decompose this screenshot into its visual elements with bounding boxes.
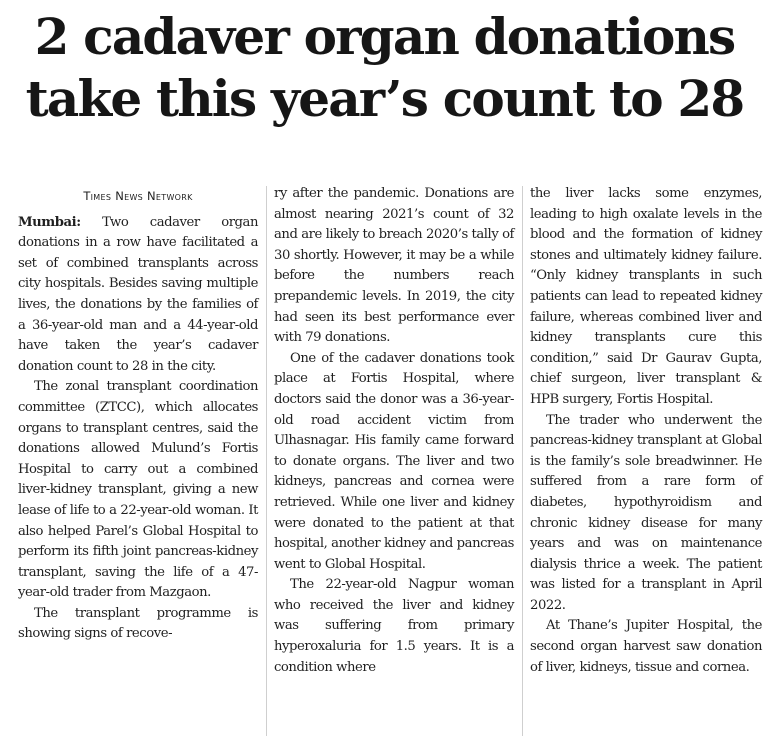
article-paragraph: One of the cadaver donations took place at Fortis Hospital, where doctors said the donor was a 36-year-old road accident victim from Ulhasnagar. His family came forward to donate organs. The liver and two kidneys, pancreas and cornea were retrieved. While one liver and kidney were donated to the patient at that hospital, another kidney and pancreas went to Global Hospital.	[274, 350, 514, 572]
article-paragraph: The trader who underwent the pancreas-kidney transplant at Global is the family’s sole breadwinner. He suffered from a rare form of diabetes, hypothyroidism and chronic kidney disease for many years and was on maintenance dialysis thrice a week. The patient was listed for a transplant in April 2022.	[530, 412, 762, 613]
article-paragraph: The 22-year-old Nagpur woman who received the liver and kidney was suffering from primary hyperoxaluria for 1.5 years. It is a condition where	[274, 577, 514, 675]
article-paragraph: At Thane’s Jupiter Hospital, the second organ harvest saw donation of liver, kidneys, tissue and cornea.	[530, 618, 762, 675]
article-paragraph: the liver lacks some enzymes, leading to high oxalate levels in the blood and the formation of kidney stones and ultimately kidney failure. “Only kidney transplants in such patients can lead to repeated kidney failure, whereas combined liver and kidney transplants cure this condition,” said Dr Gaurav Gupta, chief surgeon, liver transplant & HPB surgery, Fortis Hospital.	[530, 186, 762, 407]
headline	[0, 6, 769, 130]
headline-line-1: 2 cadaver organ donations	[34, 7, 735, 66]
byline: Times News Network	[83, 189, 193, 203]
article-paragraph: ry after the pandemic. Donations are almost nearing 2021’s count of 32 and are likely to breach 2020’s tally of 30 shortly. However, it may be a while before the numbers reach prepandemic levels. In 2019, the city had seen its best performance ever with 79 donations.	[274, 186, 514, 346]
column-divider	[266, 186, 267, 736]
article-column-2	[274, 184, 514, 678]
headline-line-2: take this year’s count to 28	[25, 69, 744, 128]
article-paragraph: The transplant programme is showing signs of recove-	[18, 605, 258, 642]
column-divider	[522, 186, 523, 736]
article-paragraph: The zonal transplant coordination committee (ZTCC), which allocates organs to transplant centres, said the donations allowed Mulund’s Fortis Hospital to carry out a combined liver-kidney transplant, giving a new lease of life to a 22-year-old woman. It also helped Parel’s Global Hospital to perform its fifth joint pancreas-kidney transplant, saving the life of a 47-year-old trader from Mazgaon.	[18, 379, 258, 601]
article-column-1	[18, 184, 258, 645]
dateline: Mumbai:	[18, 214, 81, 230]
article-paragraph	[18, 213, 258, 378]
article-column-3	[530, 184, 762, 678]
paragraph-text: Two cadaver organ donations in a row have facilitated a set of combined transplants across city hospitals. Besides saving multiple lives, the donations by the families of a 36-year-old man and a 44-year-old have taken the year’s cadaver donation count to 28 in the city.	[18, 214, 258, 374]
